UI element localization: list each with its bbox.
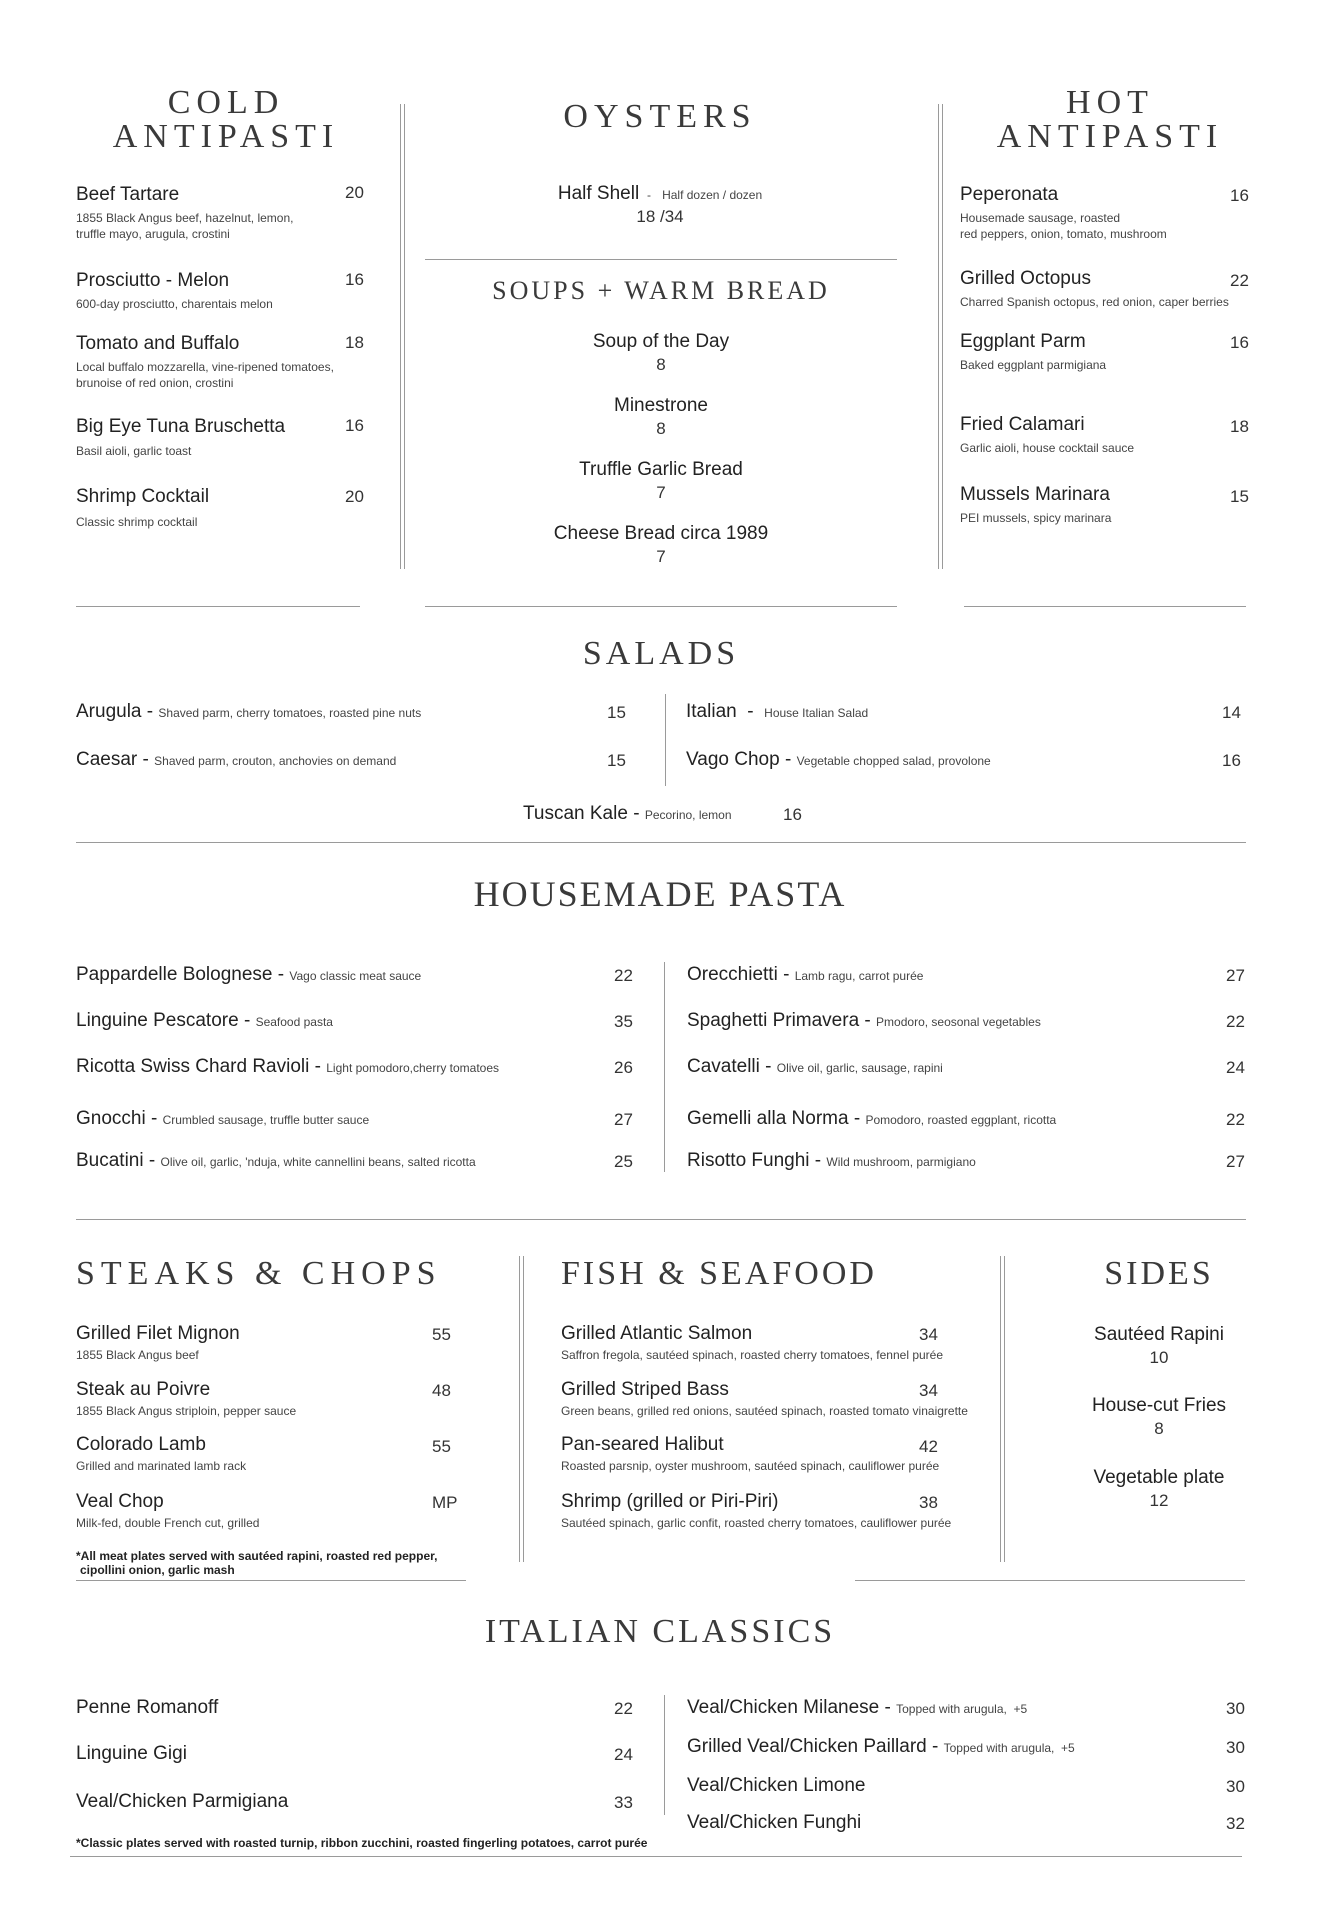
menu-item-price: 27 [1226, 966, 1245, 985]
menu-item-desc: Shaved parm, cherry tomatoes, roasted pine nuts [158, 706, 422, 720]
menu-item-desc: Baked eggplant parmigiana [960, 358, 1107, 372]
soups-title: SOUPS + WARM BREAD [492, 276, 830, 305]
menu-item-name: Colorado Lamb [76, 1434, 206, 1455]
menu-item-price: 16 [1230, 333, 1249, 352]
menu-item-price: 34 [919, 1325, 938, 1344]
menu-item-desc: Olive oil, garlic, 'nduja, white cannellini beans, salted ricotta [160, 1155, 476, 1169]
menu-item-label: Arugula [76, 701, 142, 722]
menu-item-desc: Topped with arugula, +5 [896, 1702, 1028, 1716]
menu-item-sep: - [643, 188, 658, 202]
steaks-note-line1: *All meat plates served with sautéed rapini, roasted red pepper, [76, 1549, 438, 1563]
menu-item-desc: truffle mayo, arugula, crostini [76, 227, 230, 241]
menu-item-price: 16 [783, 805, 802, 824]
menu-item-desc: Grilled and marinated lamb rack [76, 1459, 247, 1473]
menu-item-name: Tomato and Buffalo [76, 333, 240, 354]
menu-item-sep: - [879, 1697, 897, 1718]
menu-item-name [76, 1150, 476, 1173]
menu-item-label: Gemelli alla Norma [687, 1108, 849, 1129]
menu-item-name: Pan-seared Halibut [561, 1434, 724, 1455]
menu-item-name: House-cut Fries [1091, 1395, 1227, 1416]
hot-antipasti-title-line1: HOT [1066, 84, 1154, 121]
steaks-note [76, 1549, 437, 1577]
menu-item-sep: - [627, 803, 645, 824]
steaks-note-line2: cipollini onion, garlic mash [80, 1563, 235, 1577]
menu-item-name: Truffle Garlic Bread [579, 459, 743, 480]
menu-item-name: Mussels Marinara [960, 484, 1110, 505]
menu-item-desc: Classic shrimp cocktail [76, 515, 198, 529]
menu-item-price: 22 [1226, 1012, 1245, 1031]
menu-item-name: Big Eye Tuna Bruschetta [76, 416, 286, 437]
menu-item-desc: Shaved parm, crouton, anchovies on demand [154, 754, 397, 768]
menu-item-price: 12 [1149, 1491, 1169, 1510]
menu-item-name: Soup of the Day [592, 331, 730, 352]
menu-item-price: MP [432, 1493, 458, 1512]
menu-item-name [76, 1010, 333, 1033]
menu-item-name: Sautéed Rapini [1094, 1324, 1224, 1345]
sides-list [1040, 1323, 1278, 1512]
menu-item-name [687, 1150, 976, 1173]
menu-item-price: 22 [1230, 271, 1249, 290]
menu-item-desc: Pecorino, lemon [644, 808, 732, 822]
menu-item-desc: Roasted parsnip, oyster mushroom, sautéed spinach, cauliflower purée [561, 1459, 940, 1473]
column-divider [400, 104, 405, 569]
menu-item-price: 15 [607, 703, 626, 722]
menu-item-name [76, 701, 421, 724]
menu-item-desc: Wild mushroom, parmigiano [826, 1155, 976, 1169]
menu-item-price: 48 [432, 1381, 451, 1400]
menu-item-name [687, 1056, 943, 1079]
oysters-title: OYSTERS [563, 98, 757, 135]
menu-item-sep: - [238, 1010, 256, 1031]
menu-item-name: Grilled Atlantic Salmon [561, 1323, 753, 1344]
menu-item-sep: - [859, 1010, 877, 1031]
menu-item-desc: Charred Spanish octopus, red onion, caper berries [960, 295, 1229, 309]
section-divider [76, 842, 1246, 843]
menu-item-name: Veal/Chicken Funghi [687, 1812, 862, 1833]
pasta-title: HOUSEMADE PASTA [473, 874, 847, 914]
salads-title: SALADS [582, 635, 740, 672]
menu-item-price: 32 [1226, 1814, 1245, 1833]
menu-item-name: Shrimp (grilled or Piri-Piri) [561, 1491, 779, 1512]
menu-item-name: Grilled Striped Bass [561, 1379, 729, 1400]
menu-item-desc: Lamb ragu, carrot purée [794, 969, 924, 983]
menu-item-label: Gnocchi [76, 1108, 146, 1129]
classics-note: *Classic plates served with roasted turnip, ribbon zucchini, roasted fingerling potatoes, carrot purée [76, 1836, 648, 1850]
column-divider [938, 104, 943, 569]
hot-antipasti-title [960, 86, 1260, 154]
menu-item-name: Veal/Chicken Parmigiana [76, 1791, 289, 1812]
column-divider [664, 1695, 665, 1815]
section-divider [76, 1219, 1246, 1220]
menu-item-price: 16 [1230, 186, 1249, 205]
menu-item-name: Prosciutto - Melon [76, 270, 230, 291]
menu-item-label: Bucatini [76, 1150, 144, 1171]
menu-item-name [76, 964, 421, 987]
menu-item-desc: Sautéed spinach, garlic confit, roasted cherry tomatoes, cauliflower purée [561, 1516, 952, 1530]
menu-item-sep: - [736, 701, 765, 722]
menu-item-price: 18 /34 [636, 207, 684, 226]
menu-item-name: Minestrone [614, 395, 708, 416]
menu-item-name: Veal Chop [76, 1491, 164, 1512]
menu-item-price: 7 [656, 483, 666, 502]
menu-item-sep: - [141, 701, 159, 722]
menu-item-name: Vegetable plate [1093, 1467, 1225, 1488]
menu-item-price: 16 [1222, 751, 1241, 770]
menu-item-sep: - [777, 964, 795, 985]
menu-item-price: 14 [1222, 703, 1241, 722]
menu-item-label: Orecchietti [687, 964, 778, 985]
menu-item-name: Steak au Poivre [76, 1379, 211, 1400]
menu-item-label: Grilled Veal/Chicken Paillard [687, 1736, 927, 1757]
menu-item-desc: Light pomodoro,cherry tomatoes [326, 1061, 500, 1075]
menu-item-name [687, 1736, 1075, 1759]
menu-item-name: Veal/Chicken Limone [687, 1775, 866, 1796]
column-divider [665, 694, 666, 786]
menu-item-sep: - [759, 1056, 777, 1077]
menu-item-price: 18 [345, 333, 364, 352]
menu-item-label: Linguine Pescatore [76, 1010, 239, 1031]
menu-item-label: Pappardelle Bolognese [76, 964, 273, 985]
menu-item-price: 18 [1230, 417, 1249, 436]
menu-item-price: 16 [345, 270, 364, 289]
menu-item-label: Tuscan Kale [523, 803, 628, 824]
classics-title: ITALIAN CLASSICS [484, 1613, 836, 1650]
steaks-title: STEAKS & CHOPS [76, 1255, 442, 1292]
cold-antipasti-title-line1: COLD [167, 84, 285, 121]
menu-item-price: 55 [432, 1325, 451, 1344]
sides-title: SIDES [1104, 1255, 1214, 1292]
menu-item-name: Grilled Filet Mignon [76, 1323, 240, 1344]
menu-item-price: 30 [1226, 1777, 1245, 1796]
menu-item-price: 8 [1154, 1419, 1164, 1438]
menu-item-desc: Vegetable chopped salad, provolone [796, 754, 991, 768]
menu-item-name: Shrimp Cocktail [76, 486, 210, 507]
menu-item-desc: Green beans, grilled red onions, sautéed spinach, roasted tomato vinaigrette [561, 1404, 968, 1418]
menu-item-name [523, 803, 732, 826]
soups-list [425, 330, 897, 568]
menu-item-name: Eggplant Parm [960, 331, 1086, 352]
menu-item-name: Peperonata [960, 184, 1059, 205]
menu-item-price: 42 [919, 1437, 938, 1456]
menu-item-price: 8 [656, 419, 666, 438]
menu-item-name: Linguine Gigi [76, 1743, 187, 1764]
section-divider [964, 606, 1246, 607]
menu-item-desc: brunoise of red onion, crostini [76, 376, 234, 390]
menu-item-price: 20 [345, 183, 364, 202]
menu-item-label: Veal/Chicken Milanese [687, 1697, 880, 1718]
menu-item-price: 20 [345, 487, 364, 506]
menu-item-label: Vago Chop [686, 749, 780, 770]
menu-item-desc: House Italian Salad [764, 706, 869, 720]
menu-item-desc: Olive oil, garlic, sausage, rapini [776, 1061, 943, 1075]
menu-item-name [686, 749, 991, 772]
menu-item-desc: Housemade sausage, roasted [960, 211, 1121, 225]
menu-item-desc: 1855 Black Angus beef, hazelnut, lemon, [76, 211, 294, 225]
column-divider [519, 1256, 524, 1562]
menu-item-price: 10 [1149, 1348, 1169, 1367]
menu-item-sep: - [926, 1736, 944, 1757]
column-divider [1000, 1256, 1005, 1562]
fish-title: FISH & SEAFOOD [561, 1255, 877, 1292]
oysters-item [425, 182, 895, 228]
menu-item-desc: Crumbled sausage, truffle butter sauce [162, 1113, 370, 1127]
menu-item-desc: Pomodoro, roasted eggplant, ricotta [865, 1113, 1057, 1127]
section-divider [425, 606, 897, 607]
menu-item-desc: 1855 Black Angus striploin, pepper sauce [76, 1404, 297, 1418]
menu-item-price: 7 [656, 547, 666, 566]
menu-item-desc: Milk-fed, double French cut, grilled [76, 1516, 260, 1530]
menu-item-sep: - [309, 1056, 327, 1077]
section-divider [425, 259, 897, 260]
menu-item-sep: - [272, 964, 290, 985]
menu-item-price: 27 [1226, 1152, 1245, 1171]
menu-item-label: Cavatelli [687, 1056, 760, 1077]
menu-item-label: Risotto Funghi [687, 1150, 810, 1171]
menu-item-price: 16 [345, 416, 364, 435]
menu-item-price: 27 [614, 1110, 633, 1129]
menu-item-desc: Topped with arugula, +5 [943, 1741, 1075, 1755]
menu-item-name [76, 1056, 499, 1079]
menu-item-desc: red peppers, onion, tomato, mushroom [960, 227, 1167, 241]
menu-item-price: 15 [1230, 487, 1249, 506]
menu-item-sep: - [809, 1150, 827, 1171]
menu-item-desc: Seafood pasta [255, 1015, 333, 1029]
menu-item-desc: Basil aioli, garlic toast [76, 444, 192, 458]
menu-item-price: 30 [1226, 1699, 1245, 1718]
section-divider [855, 1580, 1245, 1581]
menu-item-price: 55 [432, 1437, 451, 1456]
menu-item-name: Grilled Octopus [960, 268, 1091, 289]
column-divider [664, 962, 665, 1172]
menu-item-desc: Pmodoro, seosonal vegetables [876, 1015, 1041, 1029]
menu-item-name [687, 1010, 1041, 1033]
menu-item-name: Cheese Bread circa 1989 [553, 523, 769, 544]
menu-item-price: 33 [614, 1793, 633, 1812]
menu-item-desc: 1855 Black Angus beef [76, 1348, 199, 1362]
menu-item-desc: Vago classic meat sauce [289, 969, 422, 983]
menu-item-desc: Half dozen / dozen [662, 188, 763, 202]
menu-item-desc: Saffron fregola, sautéed spinach, roasted cherry tomatoes, fennel purée [561, 1348, 944, 1362]
menu-item-name [76, 1108, 369, 1131]
menu-item-name: Half Shell [557, 183, 640, 204]
section-divider [76, 606, 360, 607]
menu-item-sep: - [779, 749, 797, 770]
section-divider [70, 1856, 1242, 1857]
menu-item-desc: Local buffalo mozzarella, vine-ripened tomatoes, [76, 360, 334, 374]
menu-item-price: 22 [1226, 1110, 1245, 1129]
menu-item-price: 30 [1226, 1738, 1245, 1757]
menu-item-name: Fried Calamari [960, 414, 1085, 435]
menu-item-desc: Garlic aioli, house cocktail sauce [960, 441, 1135, 455]
menu-item-name: Beef Tartare [76, 184, 180, 205]
menu-item-label: Ricotta Swiss Chard Ravioli [76, 1056, 310, 1077]
menu-item-label: Caesar [76, 749, 138, 770]
cold-antipasti-title [76, 86, 376, 154]
menu-item-price: 26 [614, 1058, 633, 1077]
menu-item-label: Italian [686, 701, 737, 722]
hot-antipasti-title-line2: ANTIPASTI [996, 118, 1224, 155]
menu-item-price: 35 [614, 1012, 633, 1031]
menu-item-name: Penne Romanoff [76, 1697, 219, 1718]
menu-item-price: 38 [919, 1493, 938, 1512]
menu-item-sep: - [848, 1108, 866, 1129]
menu-item-price: 34 [919, 1381, 938, 1400]
menu-item-desc: PEI mussels, spicy marinara [960, 511, 1112, 525]
menu-item-label: Spaghetti Primavera [687, 1010, 860, 1031]
menu-item-price: 15 [607, 751, 626, 770]
section-divider [76, 1580, 466, 1581]
menu-item-desc: 600-day prosciutto, charentais melon [76, 297, 273, 311]
menu-item-price: 24 [614, 1745, 633, 1764]
menu-item-name [686, 701, 868, 724]
menu-item-price: 25 [614, 1152, 633, 1171]
menu-item-sep: - [143, 1150, 161, 1171]
menu-item-name [76, 749, 396, 772]
menu-item-price: 22 [614, 966, 633, 985]
menu-item-name [687, 964, 923, 987]
menu-item-price: 24 [1226, 1058, 1245, 1077]
cold-antipasti-title-line2: ANTIPASTI [112, 118, 340, 155]
menu-item-price: 8 [656, 355, 666, 374]
menu-item-price: 22 [614, 1699, 633, 1718]
menu-item-sep: - [137, 749, 155, 770]
menu-item-name [687, 1697, 1027, 1720]
menu-item-sep: - [145, 1108, 163, 1129]
menu-item-name [687, 1108, 1056, 1131]
